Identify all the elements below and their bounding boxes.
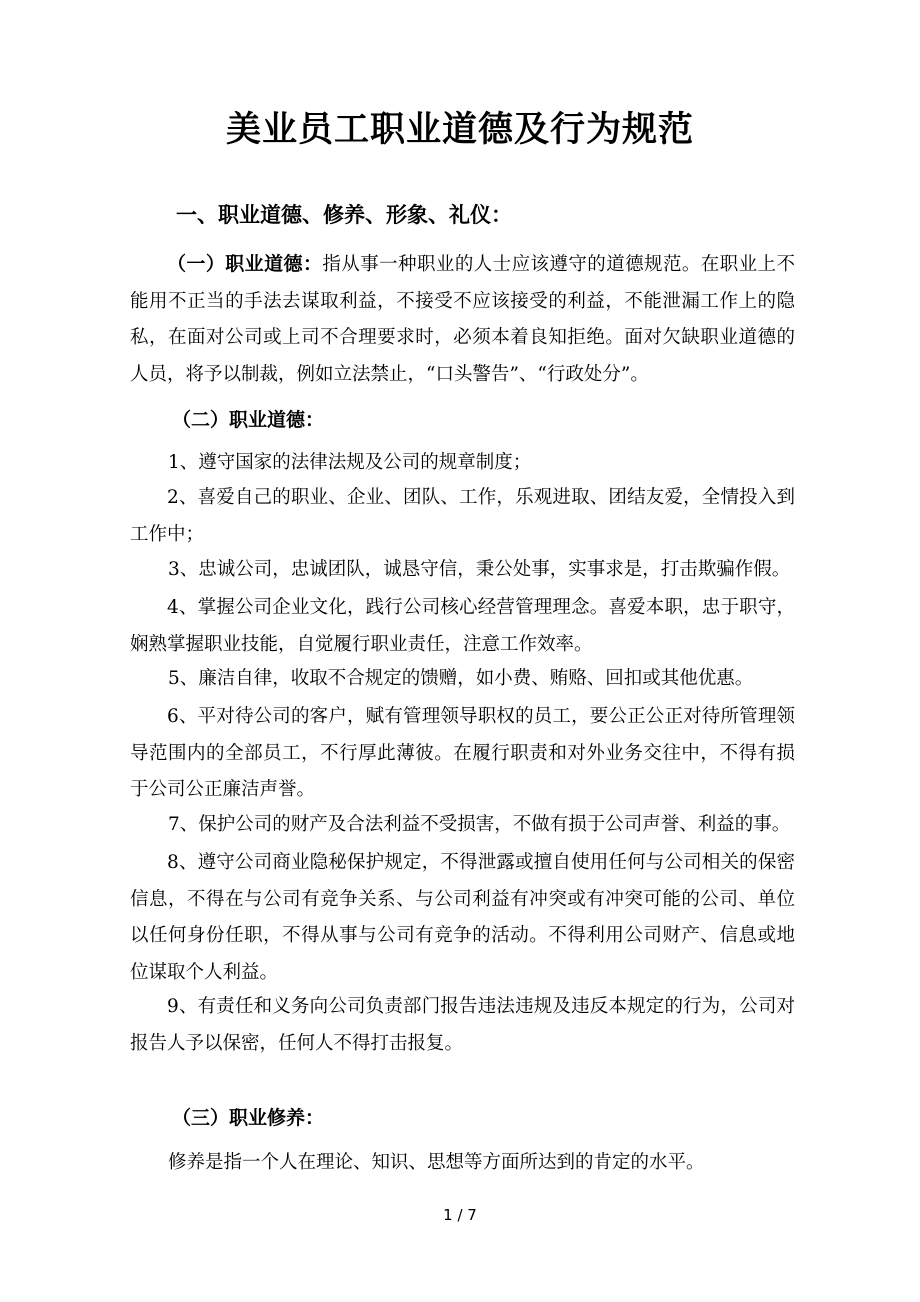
paragraph-label: （一）职业道德： (167, 253, 323, 275)
list-item-6: 6、平对待公司的客户，赋有管理领导职权的员工，要公正公正对待所管理领导范围内的全部员工，不行厚此薄彼。在履行职责和对外业务交往中，不得有损于公司公正廉洁声誉。 (130, 706, 795, 800)
list-item-3: 3、忠诚公司，忠诚团队，诚恳守信，秉公处事，实事求是，打击欺骗作假。 (168, 559, 791, 580)
paragraph-professional-ethics (130, 246, 795, 393)
list-item-5: 5、廉洁自律，收取不合规定的馈赠，如小费、贿赂、回扣或其他优惠。 (168, 668, 754, 689)
list-item-7: 7、保护公司的财产及合法利益不受损害，不做有损于公司声誉、利益的事。 (168, 814, 791, 835)
list-item-2: 2、喜爱自己的职业、企业、团队、工作，乐观进取、团结友爱，全情投入到工作中； (130, 487, 795, 545)
document-title: 美业员工职业道德及行为规范 (225, 110, 694, 150)
paragraph-text: 指从事一种职业的人士应该遵守的道德规范。在职业上不能用不正当的手法去谋取利益，不接受不应该接受的利益，不能泄漏工作上的隐私，在面对公司或上司不合理要求时，必须本着良知拒绝。面对欠缺职业道德的人员，将予以制裁，例如立法禁止，“口头警告”、“行政处分”。 (130, 254, 795, 385)
list-item-9: 9、有责任和义务向公司负责部门报告违法违规及违反本规定的行为，公司对报告人予以保密，任何人不得打击报复。 (130, 996, 795, 1054)
section-heading-1: 一、职业道德、修养、形象、礼仪： (176, 203, 512, 227)
list-item-1: 1、遵守国家的法律法规及公司的规章制度； (168, 452, 532, 473)
list-item-4: 4、掌握公司企业文化，践行公司核心经营管理理念。喜爱本职，忠于职守，娴熟掌握职业技能，自觉履行职业责任，注意工作效率。 (130, 597, 795, 655)
subheading-2: （二）职业道德： (172, 409, 325, 431)
subheading-3: （三）职业修养： (172, 1107, 325, 1129)
page-number: 1 / 7 (443, 1206, 477, 1224)
list-item-8: 8、遵守公司商业隐秘保护规定，不得泄露或擅自使用任何与公司相关的保密信息，不得在与公司有竞争关系、与公司利益有冲突或有冲突可能的公司、单位以任何身份任职，不得从事与公司有竞争的活动。不得利用公司财产、信息或地位谋取个人利益。 (130, 852, 795, 983)
paragraph-cultivation: 修养是指一个人在理论、知识、思想等方面所达到的肯定的水平。 (168, 1152, 705, 1173)
